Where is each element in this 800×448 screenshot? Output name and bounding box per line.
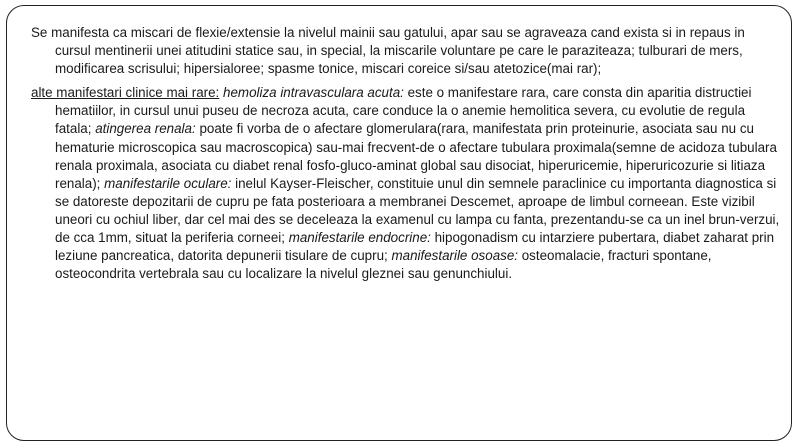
term-renal: atingerea renala: <box>95 121 196 137</box>
text-hemolysis: este o manifestare rara, care consta din aparitia distructiei hematiilor, in cursul unui puseu de necroza acuta, care conduce la o anemie hemolitica severa, cu evolutie de regula fatala; <box>55 85 752 137</box>
section-heading: alte manifestari clinice mai rare: <box>31 85 220 101</box>
text-endocrine: hipogonadism cu intarziere pubertara, diabet zaharat prin leziune pancreatica, datorita depunerii tisulare de cupru; <box>55 230 775 264</box>
text-renal: poate fi vorba de o afectare glomerulara(rara, manifestata prin proteinurie, asociata sau nu cu hematurie microscopica sau macroscopica) sau-mai frecvent-de o afectare tubulara proximala(semne de acidoza tubulara renala proximala, asociata cu diabet renal fosfo-gluco-aminat global sau disociat, hiperuricemie, hiperuricozurie si litiaza renala); <box>55 121 777 191</box>
term-hemolysis: hemoliza intravasculara acuta: <box>223 85 404 101</box>
text-ocular: inelul Kayser-Fleischer, constituie unul din semnele paraclinice cu importanta diagnostica si se datoreste depozitarii de cupru pe fata posterioara a membranei Descemet, aproape de limbul corneean. Este vizibil uneori cu ochiul liber, dar cel mai des se deceleaza la examenul cu lampa cu fanta, prezentandu-se ca un inel brun-verzui, de cca 1mm, situat la periferia corneei; <box>55 175 780 246</box>
paragraph-rare-manifestations <box>31 84 783 283</box>
term-endocrine: manifestarile endocrine: <box>288 230 431 246</box>
text-bone: osteomalacie, fracturi spontane, osteocondrita vertebrala sau cu localizare la nivelul gleznei sau genunchiului. <box>55 248 712 282</box>
term-ocular: manifestarile oculare: <box>104 175 232 191</box>
document-body <box>31 24 783 283</box>
term-bone: manifestarile osoase: <box>391 248 518 264</box>
paragraph-symptoms <box>31 24 783 78</box>
paragraph-symptoms-text: Se manifesta ca miscari de flexie/extensie la nivelul mainii sau gatului, apar sau se agraveaza cand exista si in repaus in cursul mentinerii unei atitudini statice sau, in special, la miscarile voluntare pe care le paraziteaza; tulburari de mers, modificarea scrisului; hipersialoree; spasme tonice, miscari coreice si/sau atetozice(mai rar); <box>31 25 745 77</box>
